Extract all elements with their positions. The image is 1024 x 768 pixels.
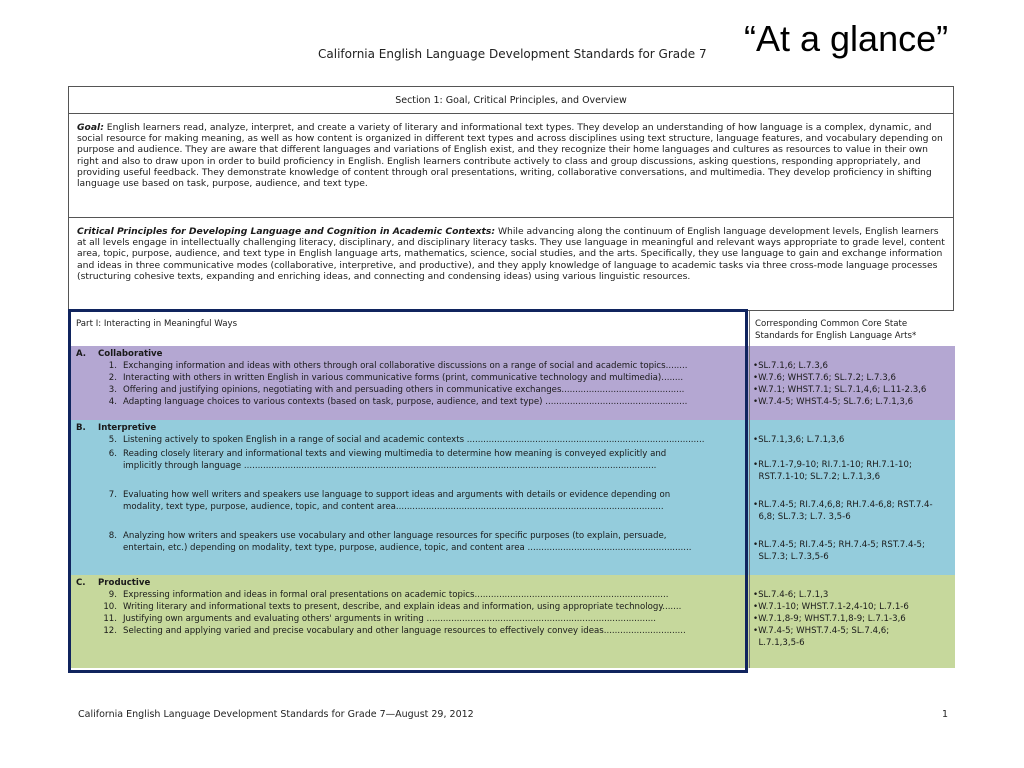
standards-ref: •W.7.1-10; WHST.7.1-2,4-10; L.7.1-6: [753, 602, 909, 612]
group-interpretive: B. Interpretive 5. Listening actively to spoken English in a range of social and academic contexts ....................................................................................... 6. Reading closely literary and informational texts and viewing multimedia to determine how meaning is conveyed explicitly and implicitly through language ....................................................................................................................................................... 7. Evaluating how well writers and speakers use language to support ideas and arguments with details or evidence depending on modality, text type, purpose, audience, topic, and content area.................................................................................................. 8. Analyzing how writers and speakers use vocabulary and other language resources for specific purposes (to explain, persuade, entertain, etc.) depending on modality, text type, purpose, audience, topic, and content area ............................................................ •SL.7.1,3,6; L.7.1,3,6 •RL.7.1-7,9-10; RI.7.1-10; RH.7.1-10; RST.7.1-10; SL.7.2; L.7.1,3,6 •RL.7.4-5; RI.7.4,6,8; RH.7.4-6,8; RST.7.4- 6,8; SL.7.3; L.7. 3,5-6 •RL.7.4-5; RI.7.4-5; RH.7.4-5; RST.7.4-5; SL.7.3; L.7.3,5-6: [69, 420, 955, 575]
standards-ref: •SL.7.1,3,6; L.7.1,3,6: [753, 435, 845, 445]
standards-ref: •W.7.1,8-9; WHST.7.1,8-9; L.7.1-3,6: [753, 614, 906, 624]
standards-ref: •RL.7.1-7,9-10; RI.7.1-10; RH.7.1-10; RST.7.1-10; SL.7.2; L.7.1,3,6: [753, 460, 912, 482]
standards-heading-line1: Corresponding Common Core State: [755, 319, 908, 329]
critical-principles-paragraph: [69, 218, 953, 311]
standards-ref: •W.7.6; WHST.7.6; SL.7.2; L.7.3,6: [753, 373, 896, 383]
group-heading: A. Collaborative: [76, 349, 163, 359]
standards-table: [68, 86, 954, 668]
page-footer: California English Language Development Standards for Grade 7—August 29, 2012: [78, 709, 474, 720]
goal-text: English learners read, analyze, interpret, and create a variety of literary and informational text types. They develop an understanding of how language is a complex, dynamic, and social resource for making meaning, as well as how content is organized in different text types and across disciplines using text structure, language features, and vocabulary depending on purpose and audience. They are aware that different languages and variations of English exist, and they recognize their home languages and cultures as resources to value in their own right and also to draw upon in order to build proficiency in English. English learners contribute actively to class and group discussions, asking questions, responding appropriately, and providing useful feedback. They demonstrate knowledge of content through oral presentations, writing, collaborative conversations, and multimedia. They develop proficiency in shifting language use based on task, purpose, audience, and text type.: [77, 122, 943, 190]
document-title: California English Language Development Standards for Grade 7: [318, 47, 707, 61]
column-divider: [749, 346, 750, 668]
standards-heading-line2: Standards for English Language Arts*: [755, 331, 917, 341]
group-productive: C. Productive 9. Expressing information and ideas in formal oral presentations on academic topics....................................................................... 10. Writing literary and informational texts to present, describe, and explain ideas and information, using appropriate technology....... 11. Justifying own arguments and evaluating others' arguments in writing .................................................................................... 12. Selecting and applying varied and precise vocabulary and other language resources to effectively convey ideas.............................. •SL.7.4-6; L.7.1,3 •W.7.1-10; WHST.7.1-2,4-10; L.7.1-6 •W.7.1,8-9; WHST.7.1,8-9; L.7.1-3,6 •W.7.4-5; WHST.7.4-5; SL.7.4,6; L.7.1,3,5-6: [69, 575, 955, 668]
group-collaborative: A. Collaborative 1. Exchanging information and ideas with others through oral collaborative discussions on a range of social and academic topics........ 2. Interacting with others in written English in various communicative forms (print, communicative technology and multimedia)........ 3. Offering and justifying opinions, negotiating with and persuading others in communicative exchanges............................................. 4. Adapting language choices to various contexts (based on task, purpose, audience, and text type) .................................................... •SL.7.1,6; L.7.3,6 •W.7.6; WHST.7.6; SL.7.2; L.7.3,6 •W.7.1; WHST.7.1; SL.7.1,4,6; L.11-2.3,6 •W.7.4-5; WHST.4-5; SL.7.6; L.7.1,3,6: [69, 346, 955, 420]
section1-heading: Section 1: Goal, Critical Principles, and Overview: [69, 87, 953, 114]
critical-principles-label: Critical Principles for Developing Language and Cognition in Academic Contexts:: [77, 226, 496, 237]
page-number: 1: [942, 709, 949, 720]
standards-ref: •W.7.4-5; WHST.4-5; SL.7.6; L.7.1,3,6: [753, 397, 914, 407]
goal-label: Goal:: [77, 122, 104, 133]
standards-ref: •RL.7.4-5; RI.7.4-5; RH.7.4-5; RST.7.4-5; SL.7.3; L.7.3,5-6: [753, 540, 925, 562]
part1-heading: Part I: Interacting in Meaningful Ways: [69, 311, 749, 346]
goal-paragraph: [69, 114, 953, 218]
standards-ref: •W.7.1; WHST.7.1; SL.7.1,4,6; L.11-2.3,6: [753, 385, 927, 395]
standards-ref: •W.7.4-5; WHST.7.4-5; SL.7.4,6; L.7.1,3,5-6: [753, 626, 890, 648]
standards-ref: •SL.7.1,6; L.7.3,6: [753, 361, 828, 371]
group-heading: B. Interpretive: [76, 423, 157, 433]
standards-ref: •RL.7.4-5; RI.7.4,6,8; RH.7.4-6,8; RST.7.4- 6,8; SL.7.3; L.7. 3,5-6: [753, 500, 933, 522]
standards-column-heading: [749, 311, 955, 346]
slide-title: “At a glance”: [744, 18, 949, 59]
group-heading: C. Productive: [76, 578, 151, 588]
standards-ref: •SL.7.4-6; L.7.1,3: [753, 590, 829, 600]
critical-principles-text: While advancing along the continuum of English language development levels, English learners at all levels engage in intellectually challenging literacy, disciplinary, and disciplinary literacy tasks. They use language in meaningful and relevant ways appropriate to grade level, content area, topic, purpose, audience, and text type in English language arts, mathematics, science, social studies, and the arts. Specifically, they use language to gain and exchange information and ideas in three communicative modes (collaborative, interpretive, and productive), and they apply knowledge of language to academic tasks via three cross-mode language processes (structuring cohesive texts, expanding and enriching ideas, and connecting and condensing ideas) using various linguistic resources.: [77, 226, 945, 282]
